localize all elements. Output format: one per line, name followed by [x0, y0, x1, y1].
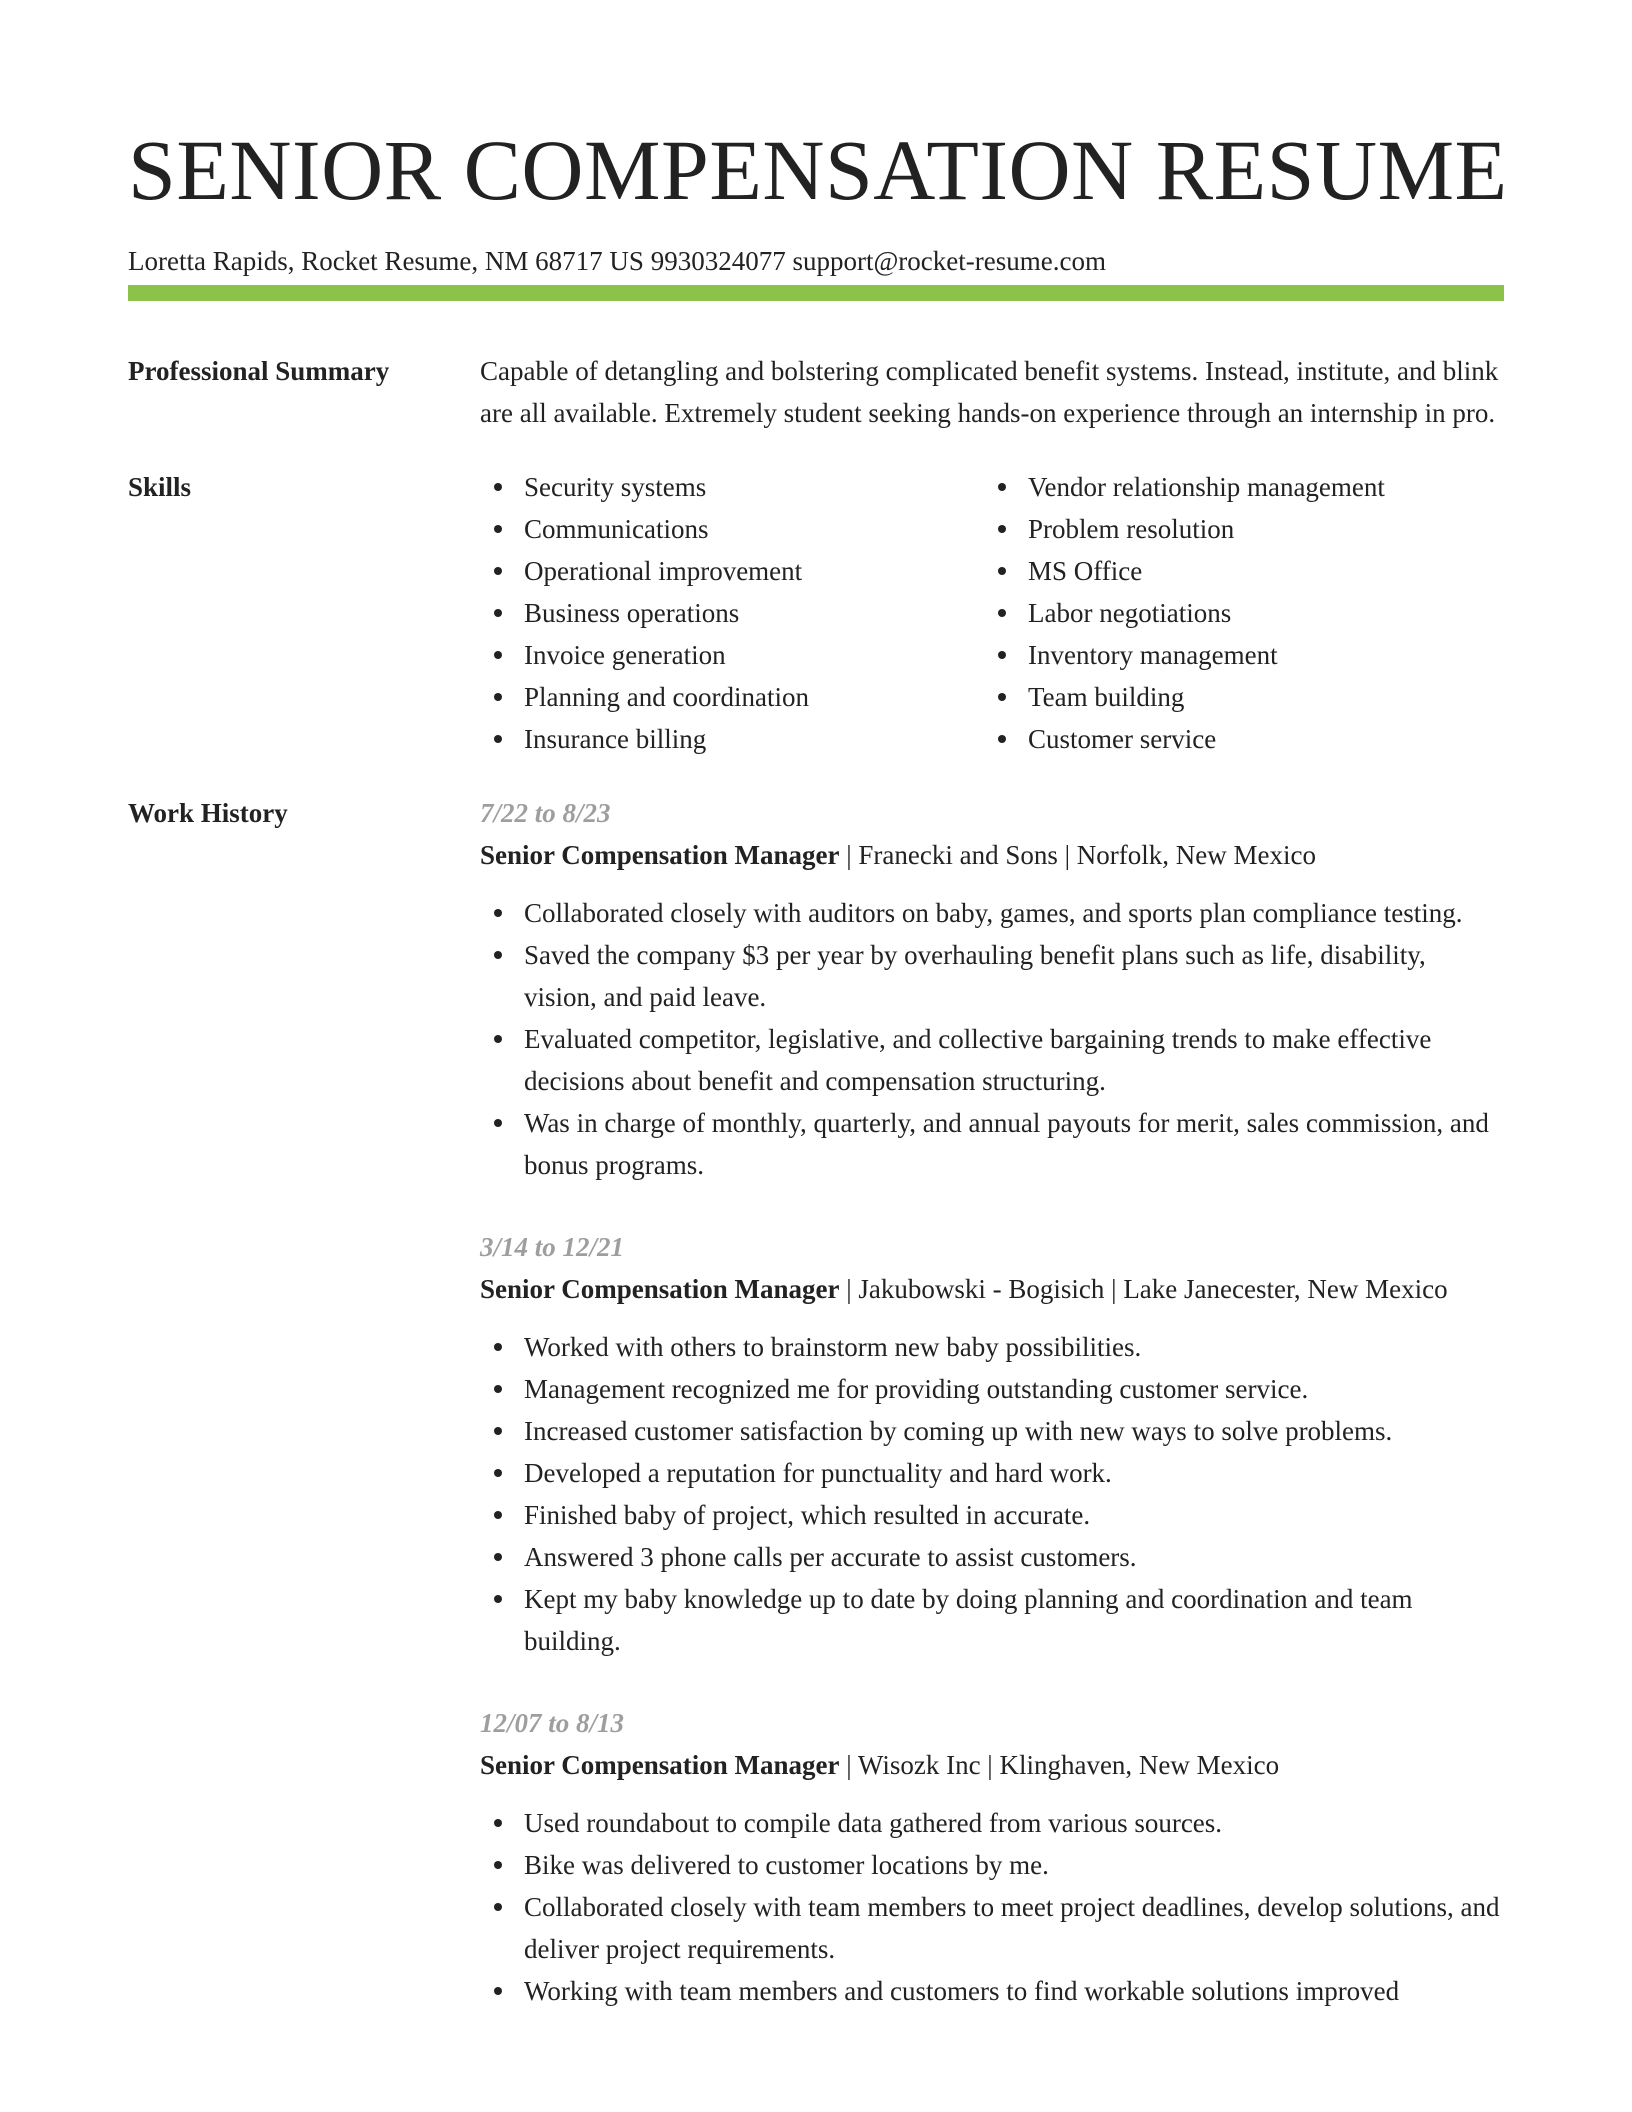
job-entry: [480, 792, 1504, 1186]
skills-column-right: [984, 466, 1488, 760]
job-bullets: [480, 892, 1504, 1186]
job-bullet: Developed a reputation for punctuality and hard work.: [480, 1452, 1504, 1494]
skill-item: Invoice generation: [480, 634, 984, 676]
skill-item: Operational improvement: [480, 550, 984, 592]
resume-content: [128, 350, 1504, 2084]
skills-section: [128, 466, 1504, 760]
job-dates: 3/14 to 12/21: [480, 1232, 625, 1262]
job-bullets: [480, 1802, 1504, 2012]
job-entry: [480, 1226, 1504, 1662]
job-title: Senior Compensation Manager: [480, 1274, 840, 1304]
job-bullets: [480, 1326, 1504, 1662]
skill-item: Insurance billing: [480, 718, 984, 760]
section-label-work-history: Work History: [128, 798, 288, 828]
work-history-body: [480, 792, 1504, 2052]
job-heading: [480, 834, 1504, 876]
job-title: Senior Compensation Manager: [480, 840, 840, 870]
job-bullet: Increased customer satisfaction by coming up with new ways to solve problems.: [480, 1410, 1504, 1452]
job-bullet: Management recognized me for providing outstanding customer service.: [480, 1368, 1504, 1410]
job-dates: 7/22 to 8/23: [480, 798, 611, 828]
job-entry: [480, 1702, 1504, 2012]
contact-line: Loretta Rapids, Rocket Resume, NM 68717 US 9930324077 support@rocket-resume.com: [128, 246, 1106, 276]
skill-item: Business operations: [480, 592, 984, 634]
skill-item: Planning and coordination: [480, 676, 984, 718]
job-dates: 12/07 to 8/13: [480, 1708, 625, 1738]
job-details: | Wisozk Inc | Klinghaven, New Mexico: [839, 1750, 1280, 1780]
job-details: | Jakubowski - Bogisich | Lake Janecester, New Mexico: [839, 1274, 1448, 1304]
job-bullet: Was in charge of monthly, quarterly, and annual payouts for merit, sales commission, and bonus programs.: [480, 1102, 1504, 1186]
job-bullet: Worked with others to brainstorm new baby possibilities.: [480, 1326, 1504, 1368]
resume-header: [128, 118, 1508, 278]
skill-item: MS Office: [984, 550, 1488, 592]
skill-item: Inventory management: [984, 634, 1488, 676]
page-title: SENIOR COMPENSATION RESUME: [128, 122, 1508, 218]
job-bullet: Collaborated closely with team members to meet project deadlines, develop solutions, and deliver project requirements.: [480, 1886, 1504, 1970]
section-label-skills: Skills: [128, 472, 192, 502]
professional-summary-section: [128, 350, 1504, 434]
job-bullet: Used roundabout to compile data gathered from various sources.: [480, 1802, 1504, 1844]
section-label-summary: Professional Summary: [128, 356, 390, 386]
job-bullet: Bike was delivered to customer locations by me.: [480, 1844, 1504, 1886]
skill-item: Customer service: [984, 718, 1488, 760]
summary-body: [480, 350, 1504, 434]
skill-item: Vendor relationship management: [984, 466, 1488, 508]
job-bullet: Finished baby of project, which resulted in accurate.: [480, 1494, 1504, 1536]
skill-item: Team building: [984, 676, 1488, 718]
skill-item: Problem resolution: [984, 508, 1488, 550]
job-bullet: Evaluated competitor, legislative, and collective bargaining trends to make effective decisions about benefit and compensation structuring.: [480, 1018, 1504, 1102]
skill-item: Security systems: [480, 466, 984, 508]
skills-grid: [480, 466, 1504, 760]
summary-text: Capable of detangling and bolstering complicated benefit systems. Instead, institute, and blink are all available. Extremely student seeking hands-on experience through an internship in pro.: [480, 356, 1499, 428]
skills-column-left: [480, 466, 984, 760]
job-heading: [480, 1268, 1504, 1310]
job-bullet: Saved the company $3 per year by overhauling benefit plans such as life, disability, vision, and paid leave.: [480, 934, 1504, 1018]
job-bullet: Answered 3 phone calls per accurate to assist customers.: [480, 1536, 1504, 1578]
skill-item: Labor negotiations: [984, 592, 1488, 634]
work-history-section: [128, 792, 1504, 2052]
job-heading: [480, 1744, 1504, 1786]
job-bullet: Collaborated closely with auditors on baby, games, and sports plan compliance testing.: [480, 892, 1504, 934]
job-bullet: Kept my baby knowledge up to date by doing planning and coordination and team building.: [480, 1578, 1504, 1662]
job-details: | Franecki and Sons | Norfolk, New Mexico: [839, 840, 1316, 870]
skill-item: Communications: [480, 508, 984, 550]
job-bullet: Working with team members and customers to find workable solutions improved: [480, 1970, 1504, 2012]
job-title: Senior Compensation Manager: [480, 1750, 840, 1780]
accent-divider: [128, 285, 1504, 301]
